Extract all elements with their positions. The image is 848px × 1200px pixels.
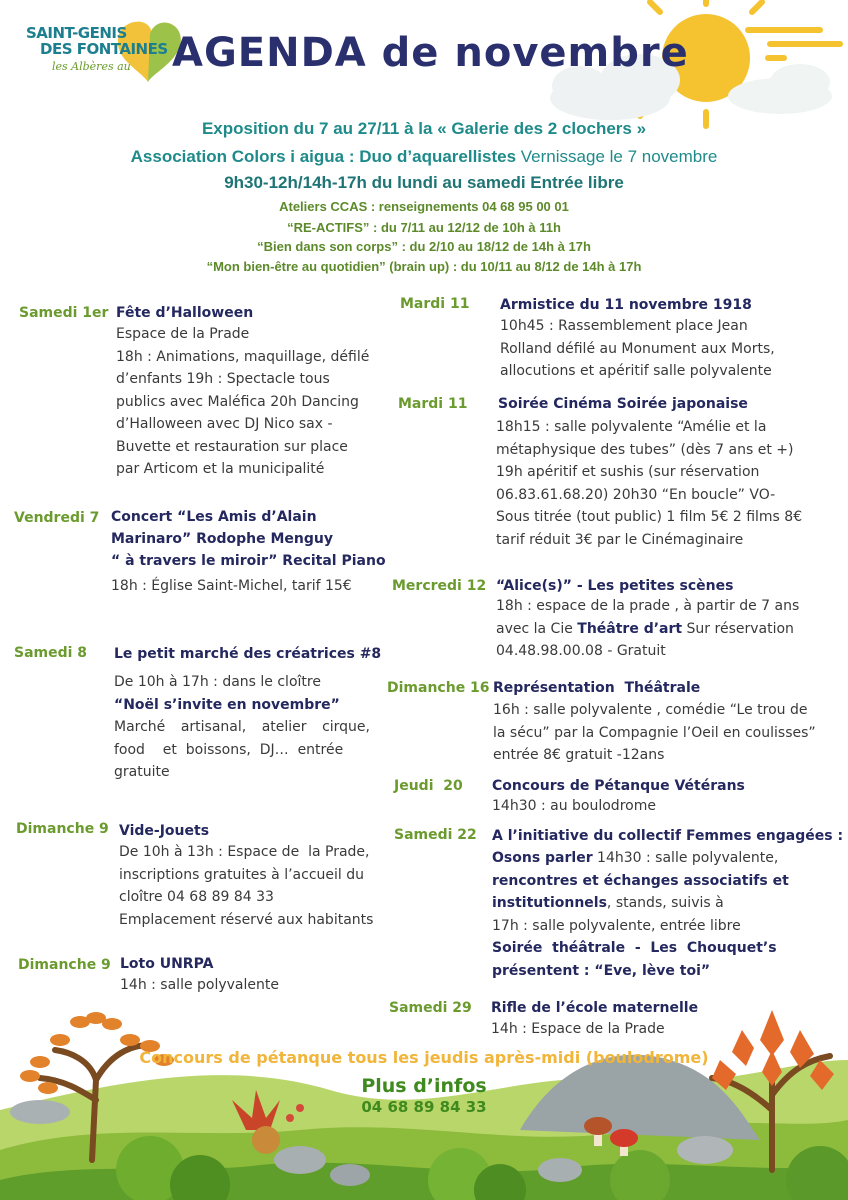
event-text-bold: institutionnels (492, 895, 607, 911)
ccas-line-4: “Mon bien-être au quotidien” (brain up) : du 10/11 au 8/12 de 14h à 17h (206, 259, 642, 274)
event-line: De 10h à 13h : Espace de la Prade, (119, 844, 370, 860)
event-day: Samedi 1er (19, 305, 109, 321)
event-text: , stands, suivis à (606, 895, 724, 911)
event-details (496, 416, 802, 551)
event-line: 14h : salle polyvalente (120, 977, 279, 993)
event-line: Sous titrée (tout public) 1 film 5€ 2 films 8€ (496, 509, 803, 525)
event-title: Concours de Pétanque Vétérans (492, 778, 745, 794)
page-title: AGENDA de novembre (172, 30, 689, 76)
event-title: Soirée Cinéma Soirée japonaise (498, 396, 748, 412)
event-details (492, 847, 789, 982)
event-line: De 10h à 17h : dans le cloître (114, 674, 321, 690)
event-line: inscriptions gratuites à l’accueil du (119, 866, 364, 883)
event-title: “Alice(s)” - Les petites scènes (496, 578, 734, 594)
event-line-bold: Soirée théâtrale - Les Chouquet’s (492, 940, 777, 956)
ccas-line-2: “RE-ACTIFS” : du 7/11 au 12/12 de 10h à 11h (287, 220, 561, 235)
event-day: Dimanche 16 (387, 680, 490, 696)
event-details (116, 323, 369, 481)
event-title: Fête d’Halloween (116, 305, 254, 321)
more-info-label: Plus d’infos (361, 1075, 487, 1097)
event-title: Le petit marché des créatrices #8 (114, 646, 382, 662)
event-day: Mercredi 12 (392, 578, 487, 594)
event-line-bold: présentent : “Eve, lève toi” (492, 962, 711, 979)
event-line: 14h : Espace de la Prade (491, 1021, 665, 1037)
event-title: Vide-Jouets (119, 823, 210, 839)
event-line: 14h30 : au boulodrome (492, 798, 656, 814)
event-line: tarif réduit 3€ par le Cinémaginaire (496, 531, 744, 548)
event-title: Représentation Théâtrale (493, 680, 701, 696)
event-title: Rifle de l’école maternelle (491, 1000, 699, 1016)
event-line: par Articom et la municipalité (116, 461, 325, 477)
event-line: Marché artisanal, atelier cirque, (114, 719, 370, 735)
event-details (500, 315, 775, 383)
event-text-bold: rencontres et échanges associatifs et (492, 872, 789, 889)
event-title (111, 506, 386, 572)
event-line: 18h15 : salle polyvalente “Amélie et la (496, 419, 767, 435)
hours-line: 9h30-12h/14h-17h du lundi au samedi Entrée libre (224, 173, 624, 192)
event-day: Vendredi 7 (14, 510, 100, 526)
event-day: Samedi 22 (394, 827, 477, 843)
event-line: 17h : salle polyvalente, entrée libre (492, 917, 741, 934)
event-text: avec la Cie (496, 620, 578, 637)
event-line: 18h : espace de la prade , à partir de 7 ans (496, 598, 800, 614)
event-title-line: “ à travers le miroir” Recital Piano (111, 553, 386, 569)
event-line: 19h apéritif et sushis (sur réservation (496, 464, 760, 480)
event-line: allocutions et apéritif salle polyvalente (500, 363, 772, 379)
event-day: Dimanche 9 (18, 957, 111, 973)
event-details (496, 595, 799, 663)
event-line (492, 870, 789, 893)
event-line: publics avec Maléfica 20h Dancing (116, 393, 359, 410)
event-line (496, 618, 799, 641)
event-details (119, 841, 373, 931)
event-line: 16h : salle polyvalente , comédie “Le trou de (493, 702, 808, 718)
exposition-line: Exposition du 7 au 27/11 à la « Galerie des 2 clochers » (201, 119, 647, 138)
event-title: Armistice du 11 novembre 1918 (500, 297, 752, 313)
logo-line-3: les Albères au (52, 60, 131, 73)
petanque-banner: Concours de pétanque tous les jeudis après-midi (boulodrome) (139, 1048, 709, 1067)
event-details (114, 671, 370, 784)
event-line (492, 892, 789, 915)
event-line: gratuite (114, 764, 170, 780)
event-title: A l’initiative du collectif Femmes engagées : (492, 828, 844, 844)
event-text: Sur réservation (682, 620, 794, 637)
logo-line-2: DES FONTAINES (40, 40, 168, 58)
event-line: 06.83.61.68.20) 20h30 “En boucle” VO- (496, 486, 776, 503)
event-line: Emplacement réservé aux habitants (119, 911, 374, 928)
event-day: Samedi 29 (389, 1000, 472, 1016)
event-title-line: Marinaro” Rodophe Menguy (111, 531, 333, 547)
event-line: food et boissons, DJ… entrée (114, 741, 344, 758)
event-day: Mardi 11 (400, 296, 470, 312)
event-line: 04.48.98.00.08 - Gratuit (496, 643, 666, 659)
event-day: Jeudi 20 (394, 778, 463, 794)
association-name: Association Colors i aigua : Duo d’aquarellistes (130, 147, 517, 166)
event-day: Samedi 8 (14, 645, 88, 661)
event-line: Espace de la Prade (116, 326, 250, 342)
event-line (492, 847, 789, 870)
event-line: la sécu” par la Compagnie l’Oeil en coulisses” (493, 724, 816, 741)
event-line: d’Halloween avec DJ Nico sax - (116, 416, 333, 432)
event-day: Dimanche 9 (16, 821, 109, 837)
logo-line-1: SAINT-GENIS (26, 24, 127, 42)
event-line: cloître 04 68 89 84 33 (119, 889, 274, 905)
association-line (0, 147, 848, 167)
event-text: 14h30 : salle polyvalente, (592, 850, 779, 866)
event-title-line: Concert “Les Amis d’Alain (111, 509, 317, 525)
event-line-bold: “Noël s’invite en novembre” (114, 696, 340, 713)
event-line: 18h : Église Saint-Michel, tarif 15€ (111, 578, 352, 594)
event-line: 18h : Animations, maquillage, défilé (116, 348, 370, 365)
event-line: entrée 8€ gratuit -12ans (493, 747, 665, 763)
event-text-bold: Théâtre d’art (577, 620, 683, 637)
vernissage-text: Vernissage le 7 novembre (516, 147, 718, 166)
ccas-line-3: “Bien dans son corps” : du 2/10 au 18/12 de 14h à 17h (257, 239, 591, 254)
event-line: d’enfants 19h : Spectacle tous (116, 371, 330, 387)
event-line: Rolland défilé au Monument aux Morts, (500, 340, 775, 357)
event-line: 10h45 : Rassemblement place Jean (500, 318, 748, 334)
ccas-line-1: Ateliers CCAS : renseignements 04 68 95 00 01 (279, 199, 569, 214)
event-line: Buvette et restauration sur place (116, 438, 348, 455)
event-line: métaphysique des tubes” (dès 7 ans et +) (496, 441, 794, 458)
event-day: Mardi 11 (398, 396, 468, 412)
event-details (493, 699, 816, 767)
event-title: Loto UNRPA (120, 956, 214, 972)
info-phone: 04 68 89 84 33 (361, 1098, 487, 1116)
event-text-bold: Osons parler (492, 850, 593, 866)
